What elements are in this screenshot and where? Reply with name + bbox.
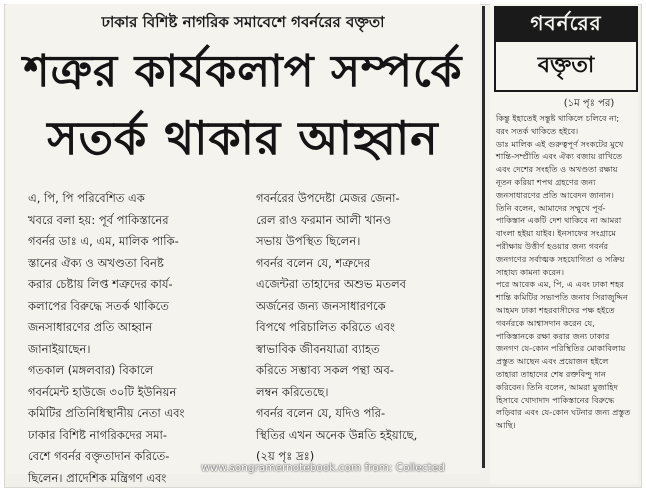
headline-line-2: সতর্ক থাকার আহ্বান <box>47 111 439 165</box>
column-divider <box>482 6 485 468</box>
article-kicker: ঢাকার বিশিষ্ট নাগরিক সমাবেশে গবর্নরের বক্তৃতা <box>101 12 385 31</box>
continuation-headline-top: গবর্নরের <box>496 8 636 42</box>
continuation-headline-sub: বক্তৃতা <box>537 52 595 78</box>
continued-from-label: (১ম পৃঃ পর) <box>563 98 615 109</box>
main-article <box>6 4 480 485</box>
continuation-headline-box <box>494 6 638 92</box>
source-watermark: www.songramernotebook.com from: Collected <box>201 462 445 474</box>
article-column-2: গবর্নরের উপদেষ্টা মেজর জেনা- রেল রাও ফরমান আলী খানও সভায় উপস্থিত ছিলেন। গবর্নর বলেন যে, শত্রুদের এজেন্টরা তাহাদের অশুভ মতলব অর্জনের জন্য জনসাধারণকে বিপথে পরিচালিত করিতে এবং স্বাভাবিক জীবনযাত্রা ব্যাহত করিতে সম্ভাব্য সকল পন্থা অব- লম্বন করিতেছে। গবর্নর বলেন যে, যদিও পরি- স্থিতির এখন অনেক উন্নতি হইয়াছে, (২য় পৃঃ দ্রঃ) <box>256 191 418 463</box>
continuation-body: কিন্তু ইহাতেই সন্তুষ্ট থাকিলে চলিবে না; বরং সতর্ক থাকিতে হইবে। ডাঃ মালিক এই গুরুত্বপূর্ণ সংকটের মুখে শান্তি-সম্প্রীতি এবং ঐক্য বজায় রাখিতে এবং দেশের সংহতি ও অখণ্ডতা রক্ষায় নূতন করিয়া শপথ গ্রহণের জন্য জনসাধারণের প্রতি আবেদন জানান। তিনি বলেন, আমাদের সম্মুখে পূর্ব-পাকিস্তান একটি দেশ থাকিবে না আমরা বাংলা হইয়া যাইব। ইনসাফের সংগ্রামে পরীক্ষায় উত্তীর্ণ হওয়ার জন্য গবর্নর জনগণের সর্বাত্মক সহযোগিতা ও সক্রিয় সাহায্য কামনা করেন। পরে আবেক এম, পি, এ এবং ঢাকা শহর শান্তি কমিটির সভাপতি জনাব সিরাজুদ্দিন আহমদ ঢাকা শহরবাসীদের পক্ষ হইতে গবর্নরকে আশ্বাসদান করেন যে, পাকিস্তানকে রক্ষা করার জন্য ঢাকার জনগণ যে-কোন পরিস্থিতির মোকাবিলায় প্রস্তুত আছেন এবং প্রয়োজন হইলে তাহারা তাহাদের শেষ রক্তবিন্দু দান করিবেন। তিনি বলেন, আমরা মুজাহিদ হিসাবে খোদাদাদ পাকিস্তানের বিরুদ্ধে লড়িবার এবং যে-কোন ঘটনার জন্য প্রস্তুত আছি। <box>496 113 631 431</box>
article-column-1: এ, পি, পি পরিবেশিত এক খবরে বলা হয়: পূর্ব পাকিস্তানের গবর্নর ডাঃ এ, এম, মালিক পাকি- স্তানের ঐক্য ও অখণ্ডতা বিনষ্ট করার চেষ্টায় লিপ্ত শত্রুদের কার্য- কলাপের বিরুদ্ধে সতর্ক থাকিতে জনসাধারণের প্রতি আহ্বান জানাইয়াছেন। গতকাল (মঙ্গলবার) বিকালে গবর্নমেন্ট হাউজে ৩০টি ইউনিয়ন কমিটির প্রতিনিধিস্থানীয় নেতা এবং ঢাকার বিশিষ্ট নাগরিকদের সমা- বেশে গবর্নর বক্তৃতাদান করিতে- ছিলেন। প্রাদেশিক মন্ত্রিগণ এবং <box>28 191 185 485</box>
continuation-article <box>490 4 638 484</box>
headline-line-1: শত্রুর কার্যকলাপ সম্পর্কে <box>23 46 463 97</box>
